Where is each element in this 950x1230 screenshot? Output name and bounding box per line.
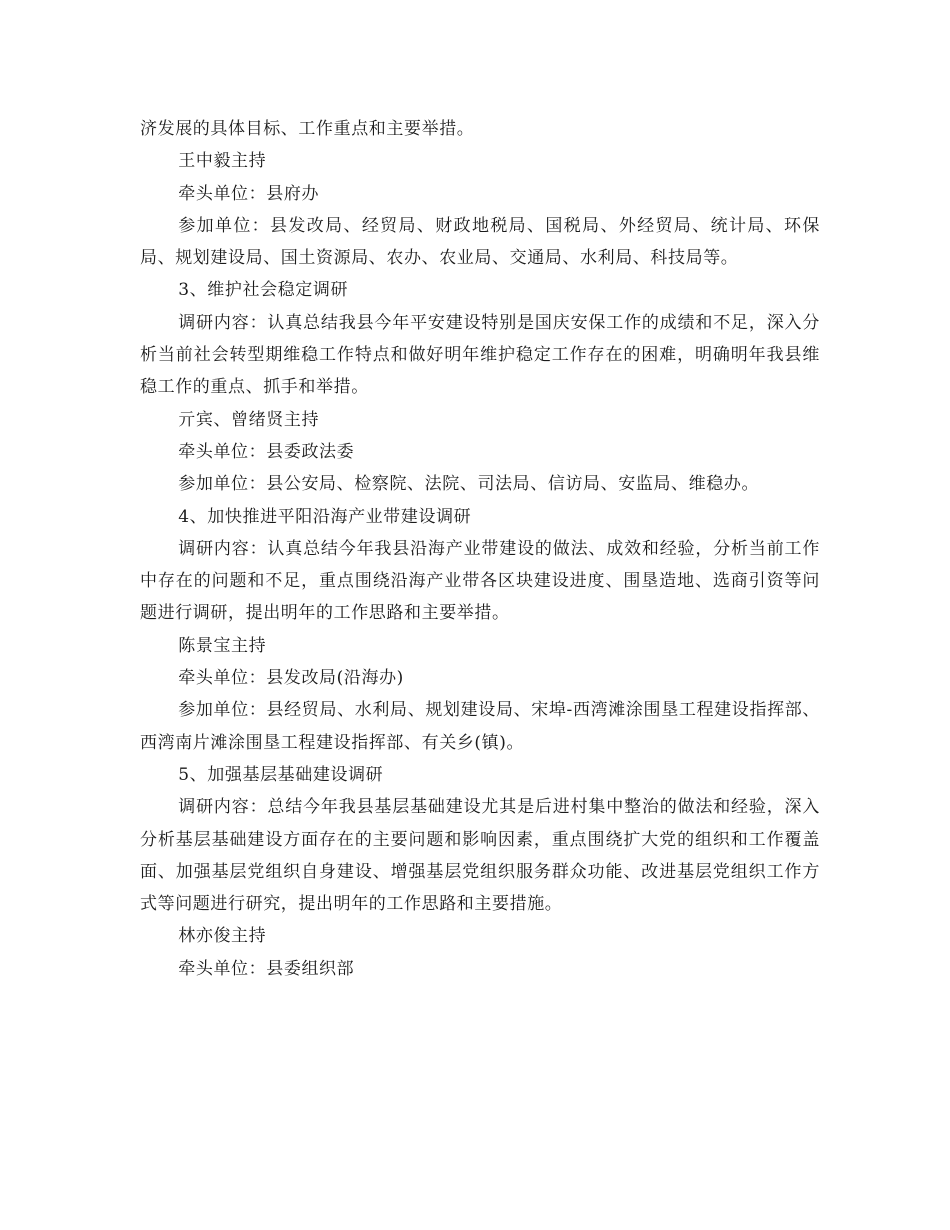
paragraph-research-content: 调研内容：认真总结我县今年平安建设特别是国庆安保工作的成绩和不足，深入分析当前社会转型期维稳工作特点和做好明年维护稳定工作存在的困难，明确明年我县维稳工作的重点、抓手和举措。 <box>140 312 820 398</box>
document-body <box>140 113 820 985</box>
paragraph-lead-unit: 牵头单位：县委政法委 <box>178 441 355 462</box>
paragraph-continuation: 济发展的具体目标、工作重点和主要举措。 <box>140 119 475 139</box>
paragraph-research-content: 调研内容：总结今年我县基层基础建设尤其是后进村集中整治的做法和经验，深入分析基层基础建设方面存在的主要问题和影响因素，重点围绕扩大党的组织和工作覆盖面、加强基层党组织自身建设、增强基层党组织服务群众功能、改进基层党组织工作方式等问题进行研究，提出明年的工作思路和主要措施。 <box>140 797 820 915</box>
paragraph-lead-unit: 牵头单位：县发改局(沿海办) <box>178 668 404 689</box>
paragraph-participating-units: 参加单位：县公安局、检察院、法院、司法局、信访局、安监局、维稳办。 <box>178 474 760 495</box>
paragraph-host: 林亦俊主持 <box>178 926 267 947</box>
paragraph-research-content: 调研内容：认真总结今年我县沿海产业带建设的做法、成效和经验，分析当前工作中存在的问题和不足，重点围绕沿海产业带各区块建设进度、围垦造地、选商引资等问题进行调研，提出明年的工作思路和主要举措。 <box>140 538 820 624</box>
section-heading-4: 4、加快推进平阳沿海产业带建设调研 <box>178 506 472 527</box>
section-heading-5: 5、加强基层基础建设调研 <box>178 764 384 785</box>
paragraph-participating-units: 参加单位：县发改局、经贸局、财政地税局、国税局、外经贸局、统计局、环保局、规划建设局、国土资源局、农办、农业局、交通局、水利局、科技局等。 <box>140 215 820 269</box>
paragraph-participating-units: 参加单位：县经贸局、水利局、规划建设局、宋埠-西湾滩涂围垦工程建设指挥部、西湾南片滩涂围垦工程建设指挥部、有关乡(镇)。 <box>140 700 820 753</box>
paragraph-lead-unit: 牵头单位：县委组织部 <box>178 958 355 979</box>
paragraph-lead-unit: 牵头单位：县府办 <box>178 183 320 204</box>
section-heading-3: 3、维护社会稳定调研 <box>178 280 349 301</box>
paragraph-host: 王中毅主持 <box>178 151 267 172</box>
paragraph-host: 亓宾、曾绪贤主持 <box>178 409 320 430</box>
paragraph-host: 陈景宝主持 <box>178 635 267 656</box>
